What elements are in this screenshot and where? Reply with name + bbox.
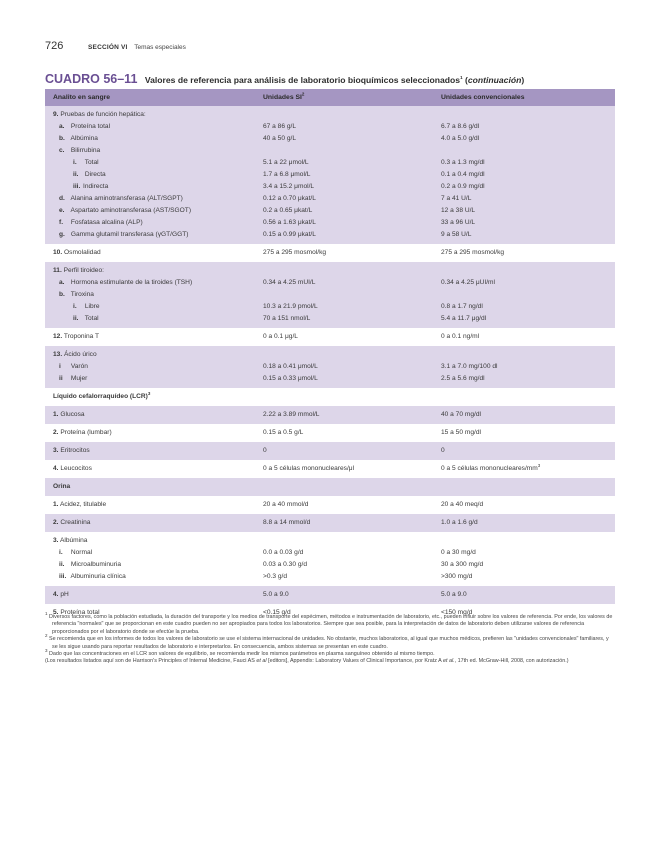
si-value: 0.15 a 0.99 μkat/L bbox=[263, 231, 316, 238]
table-row bbox=[45, 181, 615, 193]
source-text: , 17th ed. McGraw-Hill, 2008, con autorización.) bbox=[454, 658, 569, 665]
row-number: 12. bbox=[53, 333, 63, 340]
si-value: 10.3 a 21.9 pmol/L bbox=[263, 303, 318, 310]
table-row bbox=[45, 109, 615, 121]
row-key: b. bbox=[59, 291, 65, 298]
section-title-sup: 3 bbox=[147, 390, 151, 396]
row-number: 4. bbox=[53, 465, 59, 472]
row-key: i. bbox=[73, 303, 77, 310]
row-label: Leucocitos bbox=[60, 465, 92, 472]
conv-value: 0.34 a 4.25 μUI/ml bbox=[441, 279, 496, 286]
row-label: Acidez, titulable bbox=[59, 501, 107, 508]
conv-value: 40 a 70 mg/dl bbox=[441, 411, 481, 418]
row-label: Eritrocitos bbox=[60, 447, 90, 454]
table-row bbox=[45, 217, 615, 229]
footnote-marker: 1 bbox=[45, 611, 48, 617]
row-label: Indirecta bbox=[83, 183, 109, 190]
row-label: Microalbuminuria bbox=[70, 561, 122, 568]
row-number: 9. bbox=[53, 111, 59, 118]
source-note bbox=[45, 658, 615, 665]
row-key: i. bbox=[59, 549, 63, 556]
row-label: Hormona estimulante de la tiroides (TSH) bbox=[70, 279, 193, 286]
si-value: 8.8 a 14 mmol/d bbox=[263, 519, 311, 526]
row-key: c. bbox=[59, 147, 65, 154]
conv-value: 0.2 a 0.9 mg/dl bbox=[441, 183, 485, 190]
table-row bbox=[45, 193, 615, 205]
table-row bbox=[45, 514, 615, 532]
row-key: iii. bbox=[59, 573, 67, 580]
row-key: b. bbox=[59, 135, 65, 142]
footnote-3 bbox=[45, 648, 615, 658]
row-label: Albúmina bbox=[59, 537, 88, 544]
conv-value: >300 mg/d bbox=[441, 573, 473, 580]
row-label: Ácido úrico bbox=[64, 351, 97, 358]
row-key: iii. bbox=[73, 183, 81, 190]
conv-value: <150 mg/d bbox=[441, 609, 473, 616]
table-row bbox=[45, 535, 615, 547]
row-key: ii bbox=[59, 375, 63, 382]
si-value: 0 a 5 células mononucleares/μl bbox=[263, 465, 355, 472]
caption-paren-close: ) bbox=[521, 75, 525, 85]
table-row bbox=[45, 133, 615, 145]
si-value: >0.3 g/d bbox=[263, 573, 288, 580]
row-key: f. bbox=[59, 219, 64, 226]
si-value: 20 a 40 mmol/d bbox=[263, 501, 309, 508]
si-value: 70 a 151 nmol/L bbox=[263, 315, 311, 322]
row-number: 1. bbox=[53, 411, 59, 418]
conv-value: 0.3 a 1.3 mg/dl bbox=[441, 159, 485, 166]
row-key: i bbox=[59, 363, 61, 370]
row-label: Bilirrubina bbox=[70, 147, 101, 154]
table-row bbox=[45, 424, 615, 442]
caption-continuation: continuación bbox=[467, 75, 522, 85]
table-row bbox=[45, 313, 615, 325]
section-name: Temas especiales bbox=[134, 44, 186, 51]
row-number: 3. bbox=[53, 537, 59, 544]
row-number: 3. bbox=[53, 447, 59, 454]
footnote-2 bbox=[45, 633, 615, 654]
table-row bbox=[45, 205, 615, 217]
si-value: 40 a 50 g/L bbox=[263, 135, 296, 142]
row-number: 5. bbox=[53, 609, 59, 616]
row-label: Proteína total bbox=[60, 609, 100, 616]
row-key: d. bbox=[59, 195, 65, 202]
table-row bbox=[45, 121, 615, 133]
table-row bbox=[45, 169, 615, 181]
table-row bbox=[45, 328, 615, 346]
si-value: 0.56 a 1.63 μkat/L bbox=[263, 219, 316, 226]
section-label: SECCIÓN VI bbox=[88, 44, 128, 51]
row-number: 13. bbox=[53, 351, 63, 358]
conv-value: 5.4 a 11.7 μg/dl bbox=[441, 315, 487, 322]
thyroid-group bbox=[45, 262, 615, 328]
row-label: Total bbox=[84, 315, 99, 322]
table-row bbox=[45, 289, 615, 301]
row-key: ii. bbox=[59, 561, 65, 568]
conv-value: 20 a 40 meq/d bbox=[441, 501, 484, 508]
row-label: Proteína total bbox=[70, 123, 111, 130]
table-row bbox=[45, 406, 615, 424]
table-row bbox=[45, 157, 615, 169]
conv-value: 0.1 a 0.4 mg/dl bbox=[441, 171, 485, 178]
caption-sup: 1 bbox=[460, 75, 463, 81]
table-row bbox=[45, 361, 615, 373]
conv-value: 0 a 30 mg/d bbox=[441, 549, 476, 556]
header-si-text: Unidades SI bbox=[263, 94, 302, 101]
row-label: Osmolalidad bbox=[64, 249, 101, 256]
si-value: 5.0 a 9.0 bbox=[263, 591, 289, 598]
conv-value: 0 bbox=[441, 447, 445, 454]
uric-acid-group bbox=[45, 346, 615, 388]
table-row bbox=[45, 277, 615, 289]
row-label: Tiroxina bbox=[70, 291, 94, 298]
row-label: Alanina aminotransferasa (ALT/SGPT) bbox=[70, 195, 183, 202]
si-value: 2.22 a 3.89 mmol/L bbox=[263, 411, 320, 418]
table-row bbox=[45, 145, 615, 157]
table-row bbox=[45, 229, 615, 241]
table-row bbox=[45, 586, 615, 604]
si-value: 0.0 a 0.03 g/d bbox=[263, 549, 304, 556]
footnote-marker: 2 bbox=[45, 633, 48, 639]
si-value: 3.4 a 15.2 μmol/L bbox=[263, 183, 315, 190]
si-value: 0.15 a 0.5 g/L bbox=[263, 429, 304, 436]
table-row bbox=[45, 265, 615, 277]
si-value: 0.2 a 0.65 μkat/L bbox=[263, 207, 313, 214]
row-number: 10. bbox=[53, 249, 63, 256]
conv-value: 275 a 295 mosmol/kg bbox=[441, 249, 505, 256]
table-row bbox=[45, 460, 615, 478]
table-row bbox=[45, 571, 615, 583]
row-number: 1. bbox=[53, 501, 59, 508]
table-row bbox=[45, 244, 615, 262]
row-number: 2. bbox=[53, 519, 59, 526]
si-value: 5.1 a 22 μmol/L bbox=[263, 159, 309, 166]
source-text: [editors], Appendix: Laboratory Values of Clinical Importance, por Kratz A bbox=[266, 658, 443, 665]
conv-value: 4.0 a 5.0 g/dl bbox=[441, 135, 480, 142]
row-label: Total bbox=[84, 159, 99, 166]
conv-value: 5.0 a 9.0 bbox=[441, 591, 467, 598]
si-value: 0 a 0.1 μg/L bbox=[263, 333, 298, 340]
liver-function-group bbox=[45, 106, 615, 244]
section-header-urine bbox=[45, 478, 615, 496]
section-title: Líquido cefalorraquídeo (LCR) bbox=[53, 393, 148, 400]
table-header bbox=[45, 89, 615, 106]
si-value: 67 a 86 g/L bbox=[263, 123, 296, 130]
caption-text: Valores de referencia para análisis de laboratorio bioquímicos seleccionados bbox=[144, 75, 461, 85]
conv-value: 33 a 96 U/L bbox=[441, 219, 476, 226]
source-etal: et al bbox=[256, 658, 267, 665]
row-number: 4. bbox=[53, 591, 59, 598]
si-value: 0 bbox=[263, 447, 267, 454]
si-value: 0.03 a 0.30 g/d bbox=[263, 561, 307, 568]
footnote-text: Dado que las concentraciones en el LCR son valores de equilibrio, se recomienda medir los mismos parámetros en plasma sanguíneo obtenido al mismo tiempo. bbox=[47, 651, 435, 658]
page-number: 726 bbox=[45, 40, 64, 52]
row-label: Glucosa bbox=[60, 411, 85, 418]
section-header-csf bbox=[45, 388, 615, 406]
row-label: Creatinina bbox=[60, 519, 91, 526]
row-label: pH bbox=[60, 591, 69, 598]
header-si bbox=[263, 89, 441, 106]
footnote-marker: 3 bbox=[45, 648, 48, 654]
source-text: (Los resultados listados aquí son de Harrison's Principles of Internal Medicine, Fauci AS bbox=[45, 658, 257, 665]
conv-value: 15 a 50 mg/dl bbox=[441, 429, 481, 436]
row-label: Albuminuria clínica bbox=[70, 573, 126, 580]
row-label: Gamma glutamil transferasa (γGT/GGT) bbox=[70, 231, 189, 238]
row-label: Fosfatasa alcalina (ALP) bbox=[70, 219, 143, 226]
row-label: Varón bbox=[70, 363, 88, 370]
si-value: 1.7 a 6.8 μmol/L bbox=[263, 171, 311, 178]
row-label: Perfil tiroideo: bbox=[63, 267, 104, 274]
row-label: Proteína (lumbar) bbox=[60, 429, 112, 436]
row-key: i. bbox=[73, 159, 77, 166]
conv-value: 9 a 58 U/L bbox=[441, 231, 472, 238]
row-number: 2. bbox=[53, 429, 59, 436]
header-conventional: Unidades convencionales bbox=[441, 94, 525, 101]
reference-values-table bbox=[45, 89, 615, 622]
row-label: Normal bbox=[70, 549, 93, 556]
si-value: 275 a 295 mosmol/kg bbox=[263, 249, 327, 256]
conv-value: 12 a 38 U/L bbox=[441, 207, 476, 214]
row-label: Directa bbox=[84, 171, 106, 178]
table-row bbox=[45, 547, 615, 559]
row-label: Libre bbox=[84, 303, 100, 310]
table-caption bbox=[145, 75, 524, 85]
conv-value-text: 0 a 5 células mononucleares/mm bbox=[441, 465, 538, 472]
footnote-text: Se recomienda que en los informes de todos los valores de laboratorio se use el sistema internacional de unidades. No obstante, muchos laboratorios, al igual que muchos médicos, prefieren las "unidades convencionales" familiares, y se les sigue usando para reportar resultados de laboratorio e interpretarlos. En consecuencia, ambos sistemas se presentan en este cuadro. bbox=[47, 636, 609, 650]
row-label: Mujer bbox=[70, 375, 88, 382]
source-etal: et al. bbox=[442, 658, 455, 665]
table-row bbox=[45, 349, 615, 361]
row-key: ii. bbox=[73, 171, 79, 178]
row-key: a. bbox=[59, 123, 65, 130]
row-key: g. bbox=[59, 231, 65, 238]
si-value: <0.15 g/d bbox=[263, 609, 291, 616]
conv-value: 3.1 a 7.0 mg/100 dl bbox=[441, 363, 498, 370]
conv-value-sup: 3 bbox=[537, 462, 541, 468]
row-number: 11. bbox=[53, 267, 62, 274]
row-label: Aspartato aminotransferasa (AST/SGOT) bbox=[70, 207, 192, 214]
row-label: Albúmina bbox=[70, 135, 98, 142]
table-row bbox=[45, 442, 615, 460]
conv-value: 0 a 0.1 ng/ml bbox=[441, 333, 480, 340]
row-key: a. bbox=[59, 279, 65, 286]
conv-value: 1.0 a 1.6 g/d bbox=[441, 519, 478, 526]
conv-value: 7 a 41 U/L bbox=[441, 195, 472, 202]
header-si-sup: 2 bbox=[301, 91, 305, 97]
table-title bbox=[45, 70, 615, 88]
footnote-text: Diversos factores, como la población estudiada, la duración del transporte y los medios de transporte del espécimen, métodos e instrumentación de laboratorio, etc., pueden influir sobre los valores de referencia. Por ende, los valores de referencia "normales" que se proporcionan en este cuadro pueden no ser apropiados para todos los laboratorios. Siempre que sea posible, para la interpretación de datos de laboratorio deben utilizarse valores de referencia proporcionados por el laboratorio donde se efectúe la prueba. bbox=[47, 614, 613, 635]
si-value: 0.15 a 0.33 μmol/L bbox=[263, 375, 318, 382]
row-label: Pruebas de función hepática: bbox=[60, 111, 146, 118]
si-value: 0.18 a 0.41 μmol/L bbox=[263, 363, 318, 370]
row-key: e. bbox=[59, 207, 65, 214]
header-analyte: Analito en sangre bbox=[53, 94, 111, 101]
conv-value bbox=[441, 463, 615, 475]
conv-value: 6.7 a 8.6 g/dl bbox=[441, 123, 480, 130]
table-row bbox=[45, 373, 615, 385]
table-row bbox=[45, 496, 615, 514]
section-title: Orina bbox=[53, 483, 71, 490]
caption-paren-open: ( bbox=[462, 75, 468, 85]
row-label: Troponina T bbox=[63, 333, 100, 340]
table-row bbox=[45, 559, 615, 571]
table-number: CUADRO 56–11 bbox=[45, 72, 138, 86]
page-header bbox=[45, 40, 186, 52]
table-row bbox=[45, 301, 615, 313]
si-value: 0.12 a 0.70 μkat/L bbox=[263, 195, 316, 202]
conv-value: 2.5 a 5.6 mg/dl bbox=[441, 375, 485, 382]
row-key: ii. bbox=[73, 315, 79, 322]
urine-albumin-group bbox=[45, 532, 615, 586]
conv-value: 30 a 300 mg/d bbox=[441, 561, 484, 568]
conv-value: 0.8 a 1.7 ng/dl bbox=[441, 303, 483, 310]
si-value: 0.34 a 4.25 mUI/L bbox=[263, 279, 316, 286]
